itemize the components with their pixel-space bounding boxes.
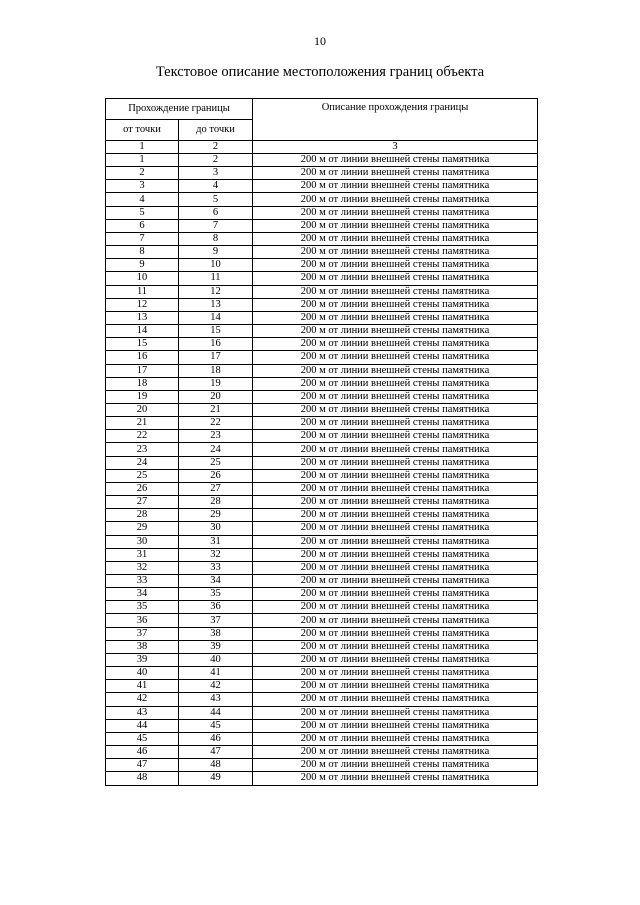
from-point-cell: 10 [106,272,179,285]
table-row [106,693,538,706]
to-point-cell: 7 [179,219,253,232]
to-point-cell: 44 [179,706,253,719]
to-point-cell: 20 [179,390,253,403]
table-row [106,575,538,588]
table-row [106,364,538,377]
table-row [106,640,538,653]
header-boundary-description: Описание прохождения границы [253,99,538,141]
table-row [106,588,538,601]
table-row [106,417,538,430]
table-row [106,469,538,482]
to-point-cell: 23 [179,430,253,443]
table-row [106,403,538,416]
from-point-cell: 19 [106,390,179,403]
description-cell: 200 м от линии внешней стены памятника [253,482,538,495]
description-cell: 200 м от линии внешней стены памятника [253,509,538,522]
to-point-cell: 33 [179,561,253,574]
description-cell: 200 м от линии внешней стены памятника [253,719,538,732]
table-row [106,653,538,666]
to-point-cell: 26 [179,469,253,482]
from-point-cell: 9 [106,259,179,272]
table-row [106,482,538,495]
to-point-cell: 24 [179,443,253,456]
table-row [106,298,538,311]
table-row [106,154,538,167]
to-point-cell: 32 [179,548,253,561]
table-row [106,667,538,680]
from-point-cell: 5 [106,206,179,219]
to-point-cell: 37 [179,614,253,627]
from-point-cell: 4 [106,193,179,206]
to-point-cell: 3 [179,167,253,180]
table-row [106,772,538,785]
to-point-cell: 29 [179,509,253,522]
description-cell: 200 м от линии внешней стены памятника [253,272,538,285]
description-cell: 200 м от линии внешней стены памятника [253,456,538,469]
description-cell: 200 м от линии внешней стены памятника [253,680,538,693]
from-point-cell: 40 [106,667,179,680]
description-cell: 200 м от линии внешней стены памятника [253,377,538,390]
to-point-cell: 10 [179,259,253,272]
boundary-description-table [105,98,538,786]
to-point-cell: 14 [179,311,253,324]
from-point-cell: 14 [106,325,179,338]
from-point-cell: 33 [106,575,179,588]
table-row [106,377,538,390]
description-cell: 200 м от линии внешней стены памятника [253,588,538,601]
table-row [106,759,538,772]
table-row [106,206,538,219]
description-cell: 200 м от линии внешней стены памятника [253,338,538,351]
from-point-cell: 25 [106,469,179,482]
table-row [106,193,538,206]
from-point-cell: 13 [106,311,179,324]
table-row [106,719,538,732]
to-point-cell: 46 [179,732,253,745]
description-cell: 200 м от линии внешней стены памятника [253,259,538,272]
from-point-cell: 27 [106,496,179,509]
column-number: 3 [253,141,538,154]
to-point-cell: 41 [179,667,253,680]
from-point-cell: 39 [106,653,179,666]
description-cell: 200 м от линии внешней стены памятника [253,180,538,193]
description-cell: 200 м от линии внешней стены памятника [253,219,538,232]
to-point-cell: 36 [179,601,253,614]
table-row [106,325,538,338]
description-cell: 200 м от линии внешней стены памятника [253,193,538,206]
to-point-cell: 5 [179,193,253,206]
to-point-cell: 34 [179,575,253,588]
page-number: 10 [314,34,326,48]
description-cell: 200 м от линии внешней стены памятника [253,759,538,772]
description-cell: 200 м от линии внешней стены памятника [253,601,538,614]
to-point-cell: 27 [179,482,253,495]
to-point-cell: 15 [179,325,253,338]
description-cell: 200 м от линии внешней стены памятника [253,522,538,535]
table-row [106,561,538,574]
table-row [106,232,538,245]
from-point-cell: 2 [106,167,179,180]
table-row [106,443,538,456]
description-cell: 200 м от линии внешней стены памятника [253,364,538,377]
to-point-cell: 45 [179,719,253,732]
description-cell: 200 м от линии внешней стены памятника [253,417,538,430]
table-body [106,154,538,786]
description-cell: 200 м от линии внешней стены памятника [253,390,538,403]
table-row [106,167,538,180]
description-cell: 200 м от линии внешней стены памятника [253,285,538,298]
to-point-cell: 30 [179,522,253,535]
from-point-cell: 42 [106,693,179,706]
to-point-cell: 49 [179,772,253,785]
from-point-cell: 47 [106,759,179,772]
table-row [106,601,538,614]
description-cell: 200 м от линии внешней стены памятника [253,548,538,561]
from-point-cell: 16 [106,351,179,364]
table-row [106,219,538,232]
from-point-cell: 36 [106,614,179,627]
from-point-cell: 22 [106,430,179,443]
from-point-cell: 38 [106,640,179,653]
description-cell: 200 м от линии внешней стены памятника [253,403,538,416]
to-point-cell: 4 [179,180,253,193]
description-cell: 200 м от линии внешней стены памятника [253,535,538,548]
to-point-cell: 16 [179,338,253,351]
to-point-cell: 6 [179,206,253,219]
from-point-cell: 26 [106,482,179,495]
from-point-cell: 28 [106,509,179,522]
column-number: 2 [179,141,253,154]
description-cell: 200 м от линии внешней стены памятника [253,430,538,443]
description-cell: 200 м от линии внешней стены памятника [253,653,538,666]
table-row [106,627,538,640]
table-row [106,285,538,298]
table-row [106,614,538,627]
description-cell: 200 м от линии внешней стены памятника [253,706,538,719]
to-point-cell: 22 [179,417,253,430]
from-point-cell: 44 [106,719,179,732]
table-row [106,430,538,443]
from-point-cell: 1 [106,154,179,167]
description-cell: 200 м от линии внешней стены памятника [253,732,538,745]
from-point-cell: 8 [106,246,179,259]
from-point-cell: 46 [106,746,179,759]
table-row [106,535,538,548]
description-cell: 200 м от линии внешней стены памятника [253,298,538,311]
table-row [106,548,538,561]
to-point-cell: 8 [179,232,253,245]
from-point-cell: 3 [106,180,179,193]
from-point-cell: 48 [106,772,179,785]
description-cell: 200 м от линии внешней стены памятника [253,496,538,509]
table-row [106,180,538,193]
from-point-cell: 24 [106,456,179,469]
table-row [106,732,538,745]
from-point-cell: 11 [106,285,179,298]
from-point-cell: 35 [106,601,179,614]
to-point-cell: 28 [179,496,253,509]
to-point-cell: 43 [179,693,253,706]
header-to-point: до точки [179,120,253,141]
table-row [106,259,538,272]
description-cell: 200 м от линии внешней стены памятника [253,154,538,167]
table-row [106,272,538,285]
to-point-cell: 21 [179,403,253,416]
description-cell: 200 м от линии внешней стены памятника [253,443,538,456]
table-row [106,509,538,522]
to-point-cell: 17 [179,351,253,364]
description-cell: 200 м от линии внешней стены памятника [253,746,538,759]
to-point-cell: 39 [179,640,253,653]
from-point-cell: 34 [106,588,179,601]
table-row [106,522,538,535]
header-boundary-passage: Прохождение границы [106,99,253,120]
to-point-cell: 19 [179,377,253,390]
table-row [106,746,538,759]
to-point-cell: 12 [179,285,253,298]
table-row [106,496,538,509]
table-row [106,351,538,364]
to-point-cell: 35 [179,588,253,601]
from-point-cell: 15 [106,338,179,351]
from-point-cell: 32 [106,561,179,574]
to-point-cell: 9 [179,246,253,259]
table-row [106,680,538,693]
to-point-cell: 13 [179,298,253,311]
from-point-cell: 37 [106,627,179,640]
column-number: 1 [106,141,179,154]
to-point-cell: 31 [179,535,253,548]
from-point-cell: 7 [106,232,179,245]
table-row [106,311,538,324]
description-cell: 200 м от линии внешней стены памятника [253,206,538,219]
from-point-cell: 23 [106,443,179,456]
header-from-point: от точки [106,120,179,141]
from-point-cell: 18 [106,377,179,390]
table-row [106,246,538,259]
to-point-cell: 47 [179,746,253,759]
to-point-cell: 40 [179,653,253,666]
description-cell: 200 м от линии внешней стены памятника [253,667,538,680]
description-cell: 200 м от линии внешней стены памятника [253,772,538,785]
to-point-cell: 18 [179,364,253,377]
from-point-cell: 21 [106,417,179,430]
from-point-cell: 29 [106,522,179,535]
from-point-cell: 45 [106,732,179,745]
description-cell: 200 м от линии внешней стены памятника [253,627,538,640]
from-point-cell: 12 [106,298,179,311]
to-point-cell: 11 [179,272,253,285]
to-point-cell: 42 [179,680,253,693]
table-row [106,390,538,403]
to-point-cell: 48 [179,759,253,772]
from-point-cell: 31 [106,548,179,561]
table-row [106,338,538,351]
description-cell: 200 м от линии внешней стены памятника [253,232,538,245]
description-cell: 200 м от линии внешней стены памятника [253,640,538,653]
table-row [106,456,538,469]
table-header-row [106,99,538,120]
description-cell: 200 м от линии внешней стены памятника [253,325,538,338]
description-cell: 200 м от линии внешней стены памятника [253,469,538,482]
table-row [106,706,538,719]
from-point-cell: 30 [106,535,179,548]
description-cell: 200 м от линии внешней стены памятника [253,351,538,364]
description-cell: 200 м от линии внешней стены памятника [253,561,538,574]
from-point-cell: 17 [106,364,179,377]
description-cell: 200 м от линии внешней стены памятника [253,693,538,706]
column-number-row [106,141,538,154]
to-point-cell: 38 [179,627,253,640]
to-point-cell: 2 [179,154,253,167]
from-point-cell: 41 [106,680,179,693]
document-title: Текстовое описание местоположения границ объекта [155,64,485,80]
description-cell: 200 м от линии внешней стены памятника [253,575,538,588]
description-cell: 200 м от линии внешней стены памятника [253,246,538,259]
from-point-cell: 43 [106,706,179,719]
from-point-cell: 20 [106,403,179,416]
from-point-cell: 6 [106,219,179,232]
description-cell: 200 м от линии внешней стены памятника [253,311,538,324]
description-cell: 200 м от линии внешней стены памятника [253,614,538,627]
to-point-cell: 25 [179,456,253,469]
description-cell: 200 м от линии внешней стены памятника [253,167,538,180]
